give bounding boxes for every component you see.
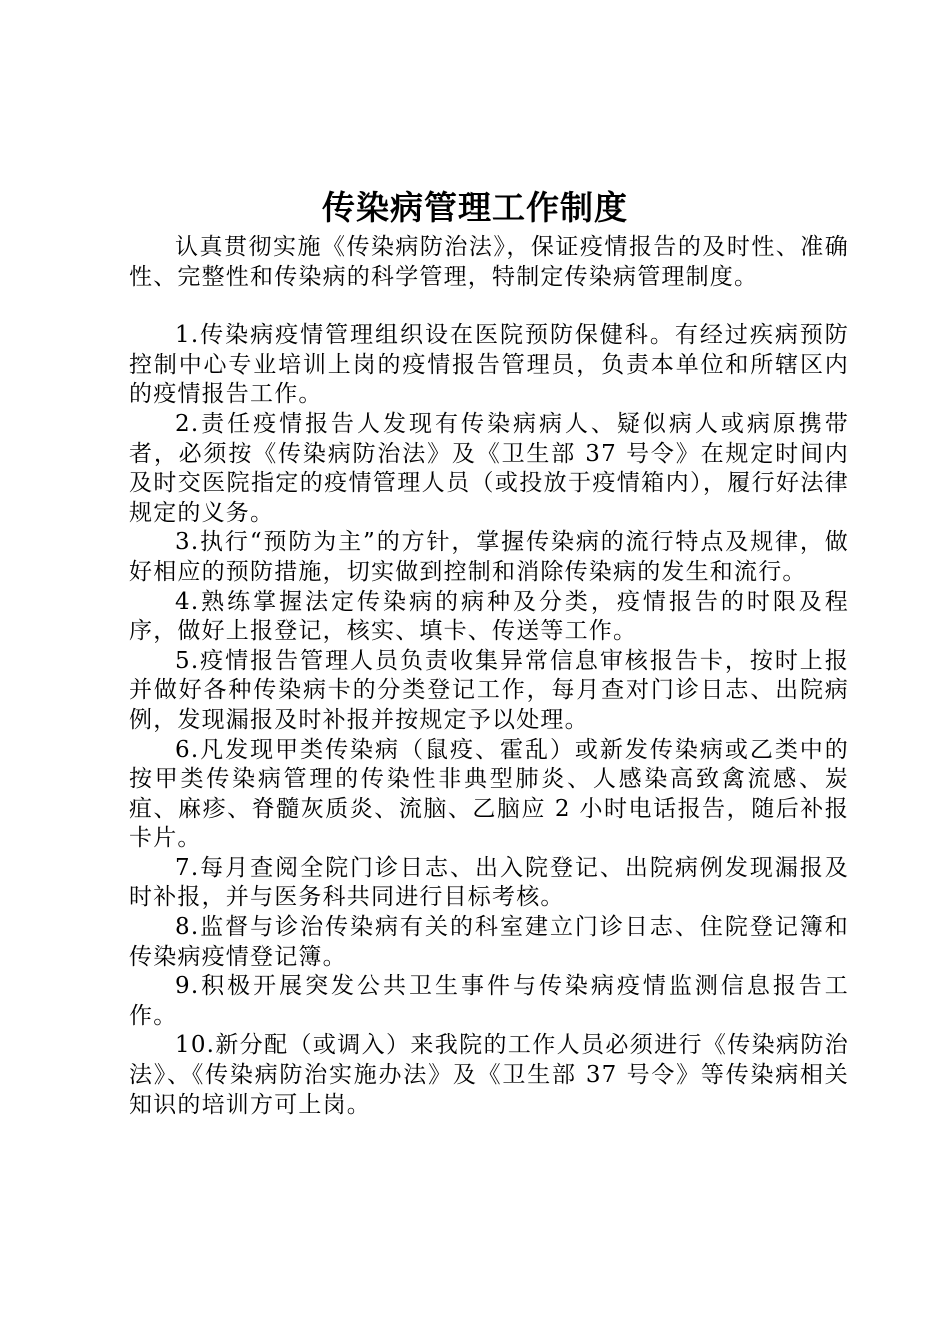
- rule-item-5: 5.疫情报告管理人员负责收集异常信息审核报告卡，按时上报并做好各种传染病卡的分类登记工作，每月查对门诊日志、出院病例，发现漏报及时补报并按规定予以处理。: [129, 647, 849, 733]
- rule-item-9: 9.积极开展突发公共卫生事件与传染病疫情监测信息报告工作。: [129, 973, 849, 1029]
- document-body: [129, 233, 849, 1120]
- rule-item-10: 10.新分配（或调入）来我院的工作人员必须进行《传染病防治法》、《传染病防治实施办法》及《卫生部 37 号令》等传染病相关知识的培训方可上岗。: [129, 1032, 849, 1118]
- rule-item-3: 3.执行“预防为主”的方针，掌握传染病的流行特点及规律，做好相应的预防措施，切实做到控制和消除传染病的发生和流行。: [129, 529, 849, 585]
- rule-item-1: 1.传染病疫情管理组织设在医院预防保健科。有经过疾病预防控制中心专业培训上岗的疫情报告管理员，负责本单位和所辖区内的疫情报告工作。: [129, 322, 849, 408]
- rule-item-6: 6.凡发现甲类传染病（鼠疫、霍乱）或新发传染病或乙类中的按甲类传染病管理的传染性非典型肺炎、人感染高致禽流感、炭疽、麻疹、脊髓灰质炎、流脑、乙脑应 2 小时电话报告，随后补报卡片。: [129, 736, 849, 852]
- rule-item-8: 8.监督与诊治传染病有关的科室建立门诊日志、住院登记簿和传染病疫情登记簿。: [129, 914, 849, 970]
- intro-paragraph: 认真贯彻实施《传染病防治法》，保证疫情报告的及时性、准确性、完整性和传染病的科学管理，特制定传染病管理制度。: [129, 234, 849, 290]
- rule-item-4: 4.熟练掌握法定传染病的病种及分类，疫情报告的时限及程序，做好上报登记，核实、填卡、传送等工作。: [129, 588, 849, 645]
- rule-item-7: 7.每月查阅全院门诊日志、出入院登记、出院病例发现漏报及时补报，并与医务科共同进行目标考核。: [129, 854, 849, 911]
- page-title: 传染病管理工作制度: [322, 188, 628, 227]
- rule-item-2: 2.责任疫情报告人发现有传染病病人、疑似病人或病原携带者，必须按《传染病防治法》及《卫生部 37 号令》在规定时间内及时交医院指定的疫情管理人员（或投放于疫情箱内），履行好法律规定的义务。: [129, 410, 849, 526]
